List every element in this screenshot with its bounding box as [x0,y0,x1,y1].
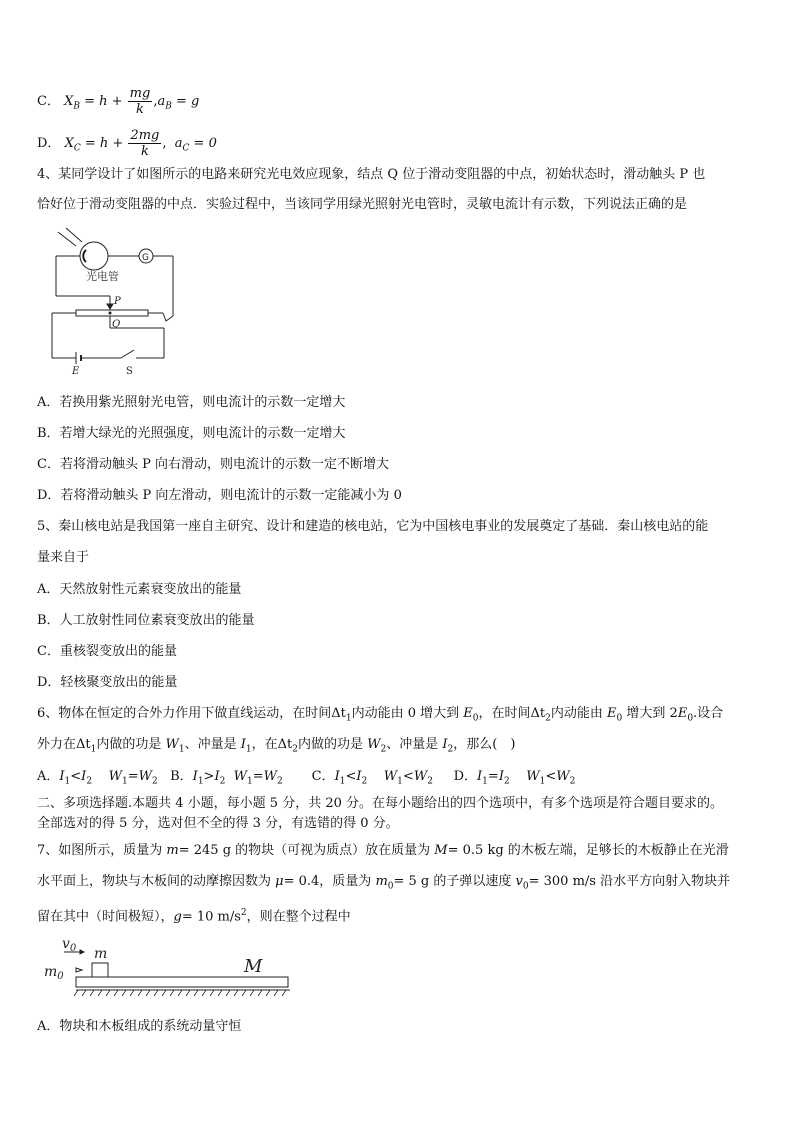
q4-option-c[interactable]: C．若将滑动触头 P 向右滑动，则电流计的示数一定不断增大 [37,457,389,472]
e-label: E [72,366,80,374]
q-label: Q [112,319,121,330]
v0-label: $v_0$ [62,936,77,954]
q6-choice-a[interactable]: A．$I_1<I_2$ $W_1=W_2$ [37,769,158,787]
cathode-icon [83,250,86,262]
q6-stem-line1: 6、物体在恒定的合外力作用下做直线运动，在时间$\Delta t_1$内动能由 0 增大到 $E_0$，在时间$\Delta t_2$内动能由 $E_0$ 增大到 $2E_0$.设合 [37,706,724,724]
section-2-header-line1: 二、多项选择题.本题共 4 小题，每小题 5 分，共 20 分。在每小题给出的四个选项中，有多个选项是符合题目要求的。 [37,796,724,811]
q4-circuit-diagram [46,224,196,374]
q4-stem-line2: 恰好位于滑动变阻器的中点．实验过程中，当该同学用绿光照射光电管时，灵敏电流计有示数，下列说法正确的是 [37,197,688,212]
m-label: m [94,946,108,962]
option-d-prev: D． $X_C = h$ + $\frac{2mg}{k}$ , $a_C = 0$ [37,128,217,159]
q5-option-a[interactable]: A．天然放射性元素衰变放出的能量 [37,582,242,597]
s-label: S [126,366,133,374]
q7-block-board-diagram [40,934,300,1000]
rheostat-icon [76,310,148,316]
board-icon [76,977,288,987]
tube-label: 光电管 [86,270,119,283]
fraction: $\frac{mg}{k}$ [129,86,151,117]
q6-stem-line2: 外力在$\Delta t_1$内做的功是 $W_1$、冲量是 $I_1$，在$\Delta t_2$内做的功是 $W_2$、冲量是 $I_2$，那么( ) [37,737,516,755]
node-q [109,312,112,315]
q4-option-b[interactable]: B．若增大绿光的光照强度，则电流计的示数一定增大 [37,426,346,441]
q4-option-a[interactable]: A．若换用紫光照射光电管，则电流计的示数一定增大 [37,395,346,410]
q7-stem-line3: 留在其中（时间极短），g= 10 $m/s^2$，则在整个过程中 [37,908,351,925]
option-c-prev: C． $X_B = h$ + $\frac{mg}{k}$ $,a_B = g$ [37,86,200,117]
block-icon [92,963,108,977]
p-label: P [114,296,121,307]
big-m-label: M [244,956,263,977]
q7-stem-line2: 水平面上，物块与木板间的动摩擦因数为 μ= 0.4，质量为 $m_0= 5$ g 的子弹以速度 $v_0= 300$ m/s 沿水平方向射入物块并 [37,874,731,892]
option-label: C． [37,94,60,109]
q4-option-d[interactable]: D．若将滑动触头 P 向左滑动，则电流计的示数一定能减小为 0 [37,488,402,503]
m0-label: $m_0$ [44,964,64,982]
q5-option-d[interactable]: D．轻核聚变放出的能量 [37,675,178,690]
galv-label: G [142,253,149,263]
q5-stem-line2: 量来自于 [37,550,90,565]
section-2-header-line2: 全部选对的得 5 分，选对但不全的得 3 分，有选错的得 0 分。 [37,816,399,831]
q7-option-a[interactable]: A．物块和木板组成的系统动量守恒 [37,1019,242,1034]
q6-choice-d[interactable]: D．$I_1=I_2$ $W_1<W_2$ [453,769,576,787]
switch-icon [121,350,134,358]
q4-stem-line1: 4、某同学设计了如图所示的电路来研究光电效应现象，结点 Q 位于滑动变阻器的中点，初始状态时，滑动触头 P 也 [37,167,706,182]
q6-choice-c[interactable]: C．$I_1<I_2$ $W_1<W_2$ [311,769,433,787]
q6-choice-b[interactable]: B．$I_1>I_2$ $W_1=W_2$ [170,769,283,787]
slider-contact-icon [107,304,113,309]
q5-stem-line1: 5、秦山核电站是我国第一座自主研究、设计和建造的核电站，它为中国核电事业的发展奠定了基础．秦山核电站的能 [37,519,709,534]
q6-choices [37,768,575,791]
q5-option-b[interactable]: B．人工放射性同位素衰变放出的能量 [37,613,255,628]
q7-stem-line1: 7、如图所示，质量为 m= 245 g 的物块（可视为质点）放在质量为 M= 0.5 kg 的木板左端，足够长的木板静止在光滑 [37,843,729,858]
option-label: D． [37,136,61,151]
bullet-icon [76,968,82,972]
q5-option-c[interactable]: C．重核裂变放出的能量 [37,644,177,659]
fraction: $\frac{2mg}{k}$ [130,128,160,159]
